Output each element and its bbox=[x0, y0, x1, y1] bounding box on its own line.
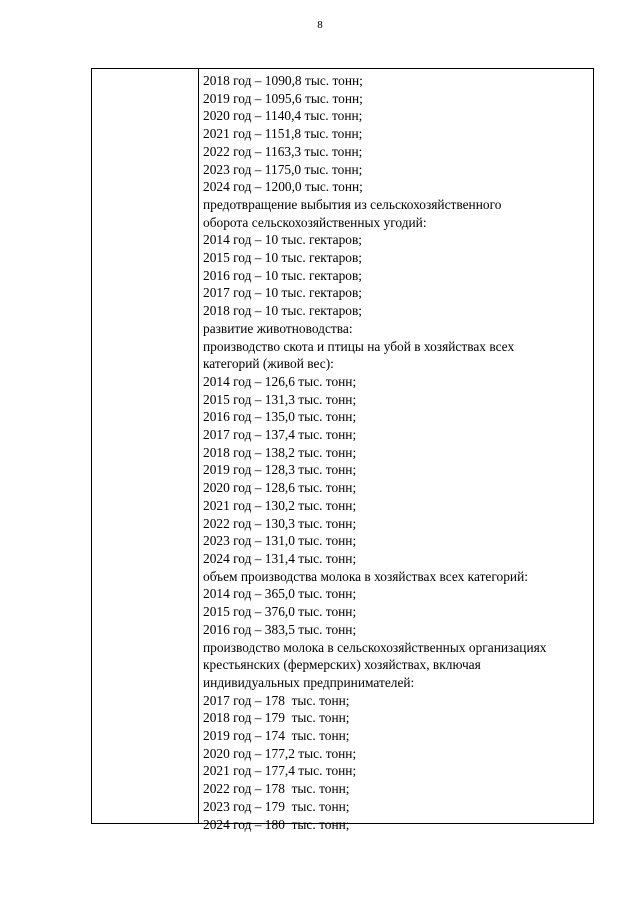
text-line: 2017 год – 178 тыс. тонн; bbox=[203, 692, 350, 708]
text-line: 2015 год – 10 тыс. гектаров; bbox=[203, 250, 363, 266]
page-number: 8 bbox=[317, 19, 323, 31]
text-line: 2015 год – 131,3 тыс. тонн; bbox=[203, 391, 357, 407]
text-line: 2020 год – 177,2 тыс. тонн; bbox=[203, 745, 357, 761]
text-line: 2019 год – 174 тыс. тонн; bbox=[203, 728, 350, 744]
text-line: 2021 год – 1151,8 тыс. тонн; bbox=[203, 126, 363, 142]
document-table bbox=[91, 68, 594, 832]
text-line: 2024 год – 131,4 тыс. тонн; bbox=[203, 550, 357, 566]
text-line: 2021 год – 177,4 тыс. тонн; bbox=[203, 763, 357, 779]
text-line: 2022 год – 130,3 тыс. тонн; bbox=[203, 515, 357, 531]
text-line: 2018 год – 179 тыс. тонн; bbox=[203, 710, 350, 726]
text-line: 2017 год – 10 тыс. гектаров; bbox=[203, 285, 363, 301]
text-line: производство молока в сельскохозяйственных организациях bbox=[203, 639, 547, 655]
text-line: 2014 год – 126,6 тыс. тонн; bbox=[203, 373, 357, 389]
table-right-cell bbox=[200, 69, 593, 832]
text-line: 2022 год – 1163,3 тыс. тонн; bbox=[203, 143, 363, 159]
text-line: развитие животноводства: bbox=[203, 320, 353, 336]
text-line: 2018 год – 138,2 тыс. тонн; bbox=[203, 444, 357, 460]
text-line: 2016 год – 135,0 тыс. тонн; bbox=[203, 409, 357, 425]
text-line: 2022 год – 178 тыс. тонн; bbox=[203, 781, 350, 797]
text-line: 2018 год – 1090,8 тыс. тонн; bbox=[203, 73, 363, 88]
text-line: предотвращение выбытия из сельскохозяйственного bbox=[203, 196, 502, 212]
text-line: 2016 год – 10 тыс. гектаров; bbox=[203, 267, 363, 283]
text-line: 2018 год – 10 тыс. гектаров; bbox=[203, 303, 363, 319]
text-line: 2021 год – 130,2 тыс. тонн; bbox=[203, 497, 357, 513]
text-line: объем производства молока в хозяйствах всех категорий: bbox=[203, 568, 528, 584]
text-line: 2023 год – 1175,0 тыс. тонн; bbox=[203, 161, 363, 177]
text-line: производство скота и птицы на убой в хозяйствах всех bbox=[203, 338, 515, 354]
text-line: 2014 год – 365,0 тыс. тонн; bbox=[203, 586, 357, 602]
text-line: крестьянских (фермерских) хозяйствах, включая bbox=[203, 657, 481, 673]
text-line: 2019 год – 1095,6 тыс. тонн; bbox=[203, 90, 363, 106]
text-line: 2017 год – 137,4 тыс. тонн; bbox=[203, 427, 357, 443]
text-line: 2020 год – 128,6 тыс. тонн; bbox=[203, 480, 357, 496]
text-line: 2014 год – 10 тыс. гектаров; bbox=[203, 232, 363, 248]
text-line: 2023 год – 131,0 тыс. тонн; bbox=[203, 533, 357, 549]
text-line: оборота сельскохозяйственных угодий: bbox=[203, 214, 427, 230]
text-line: 2023 год – 179 тыс. тонн; bbox=[203, 798, 350, 814]
table-left-cell bbox=[92, 69, 199, 823]
text-line: 2024 год – 180 тыс. тонн; bbox=[203, 816, 350, 832]
text-line: 2024 год – 1200,0 тыс. тонн; bbox=[203, 179, 363, 195]
text-line: 2015 год – 376,0 тыс. тонн; bbox=[203, 604, 357, 620]
text-line: категорий (живой вес): bbox=[203, 356, 334, 372]
text-line: индивидуальных предпринимателей: bbox=[203, 674, 415, 690]
text-line: 2019 год – 128,3 тыс. тонн; bbox=[203, 462, 357, 478]
text-line: 2020 год – 1140,4 тыс. тонн; bbox=[203, 108, 363, 124]
text-line: 2016 год – 383,5 тыс. тонн; bbox=[203, 621, 357, 637]
